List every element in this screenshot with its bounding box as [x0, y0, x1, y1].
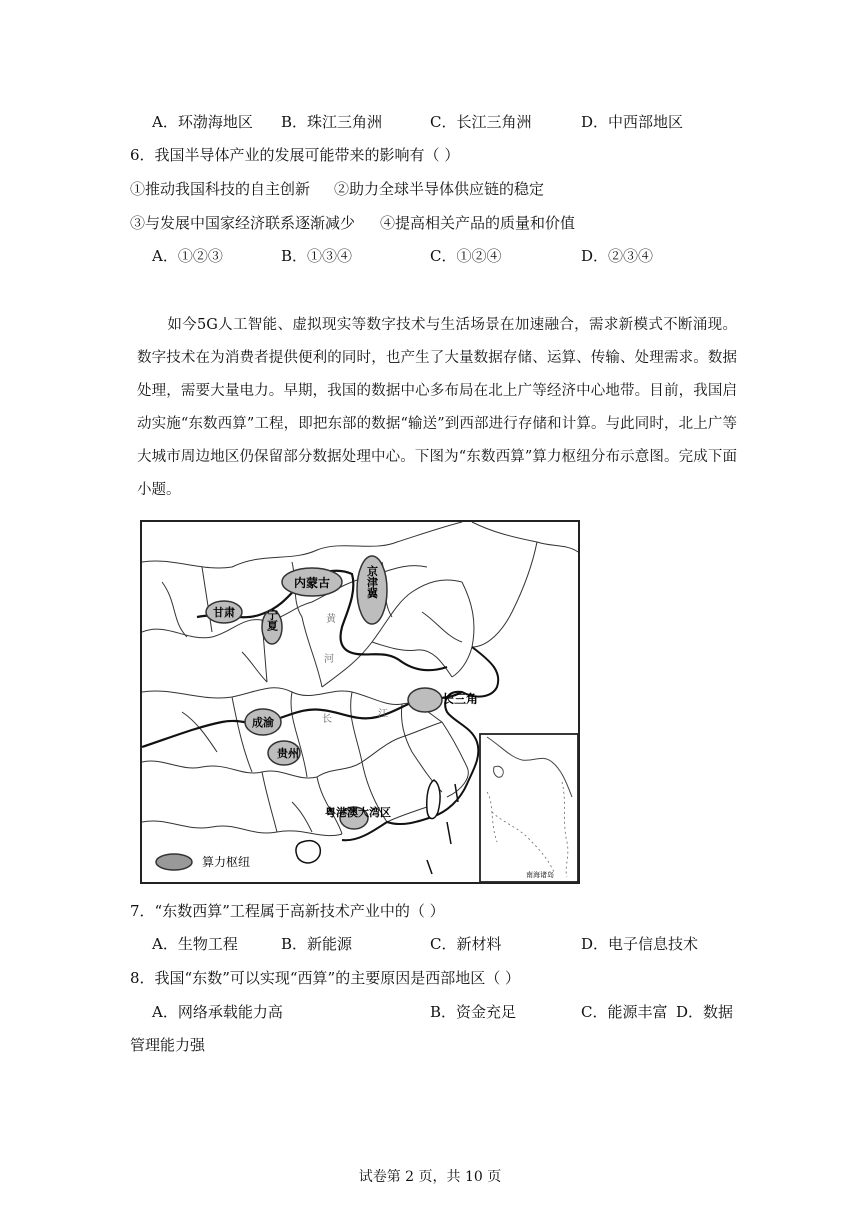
hub-label: 成渝: [252, 716, 274, 729]
river-label-huang: 黄: [326, 614, 336, 625]
hub-neimenggu: [282, 568, 342, 596]
q6-statement-2: ②助力全球半导体供应链的稳定: [334, 180, 545, 198]
hub-chengyu: [245, 709, 281, 735]
taiwan-island: [427, 780, 440, 819]
hub-label: 粤港澳大湾区: [325, 806, 391, 819]
hub-ningxia: [262, 608, 282, 644]
river-label-he: 河: [324, 654, 334, 665]
hub-label: 宁夏: [265, 609, 279, 631]
q6-option-c: C．①②④: [430, 247, 502, 265]
q6-stem: 6．我国半导体产业的发展可能带来的影响有（ ）: [130, 146, 460, 164]
hub-label: 长三角: [442, 692, 479, 706]
q7-option-b: B．新能源: [281, 935, 353, 953]
reading-passage: [137, 309, 737, 507]
hub-gansu: [206, 601, 242, 623]
hub-jingjinji: [357, 556, 387, 624]
q7-option-d: D．电子信息技术: [581, 935, 699, 953]
q8-option-a: A．网络承载能力高: [152, 1003, 283, 1021]
hub-label: 贵州: [277, 747, 299, 760]
q7-option-a: A．生物工程: [152, 935, 238, 953]
q6-option-d: D．②③④: [581, 247, 654, 265]
q6-statement-3: ③与发展中国家经济联系逐渐减少: [130, 214, 356, 232]
q8-option-c: C．能源丰富: [581, 1003, 668, 1021]
legend-swatch: [156, 854, 192, 870]
q8-option-b: B．资金充足: [430, 1003, 517, 1021]
china-map: [142, 522, 578, 882]
q6-statement-4: ④提高相关产品的质量和价值: [380, 214, 576, 232]
river-label-jiang: 江: [378, 709, 388, 720]
map-figure: [140, 520, 580, 884]
q5-option-d: D．中西部地区: [581, 113, 684, 131]
reading-passage-text: 如今5G人工智能、虚拟现实等数字技术与生活场景在加速融合，需求新模式不断涌现。数字技术在为消费者提供便利的同时，也产生了大量数据存储、运算、传输、处理需求。数据处理，需要大量电力。早期，我国的数据中心多布局在北上广等经济中心地带。目前，我国启动实施“东数西算”工程，即把东部的数据“输送”到西部进行存储和计算。与此同时，北上广等大城市周边地区仍保留部分数据处理中心。下图为“东数西算”算力枢纽分布示意图。完成下面小题。: [137, 317, 737, 498]
hub-label: 京津冀: [365, 565, 379, 599]
q7-stem: 7．“东数西算”工程属于高新技术产业中的（ ）: [130, 902, 445, 920]
q6-option-b: B．①③④: [281, 247, 353, 265]
page-footer: 试卷第 2 页，共 10 页: [358, 1169, 502, 1185]
q5-option-c: C．长江三角洲: [430, 113, 532, 131]
q8-stem: 8．我国“东数”可以实现“西算”的主要原因是西部地区（ ）: [130, 969, 520, 987]
q6-statement-1: ①推动我国科技的自主创新: [130, 180, 311, 198]
hub-label: 甘肃: [213, 606, 235, 619]
hainan-island: [296, 841, 320, 863]
q8-option-d-continuation: 管理能力强: [130, 1036, 206, 1054]
q8-option-d: D．数据: [676, 1003, 734, 1021]
map-legend: [156, 854, 250, 870]
hub-changsanjiao: [408, 688, 478, 712]
q6-option-a: A．①②③: [152, 247, 223, 265]
south-china-sea-inset: [480, 734, 578, 882]
legend-label: 算力枢纽: [202, 855, 251, 869]
inset-label: 南海诸岛: [526, 871, 554, 879]
hub-guizhou: [268, 741, 300, 765]
q5-option-b: B．珠江三角洲: [281, 113, 383, 131]
q7-option-c: C．新材料: [430, 935, 502, 953]
q5-option-a: A．环渤海地区: [152, 113, 253, 131]
river-label-chang: 长: [322, 714, 332, 725]
hub-label: 内蒙古: [293, 576, 331, 590]
